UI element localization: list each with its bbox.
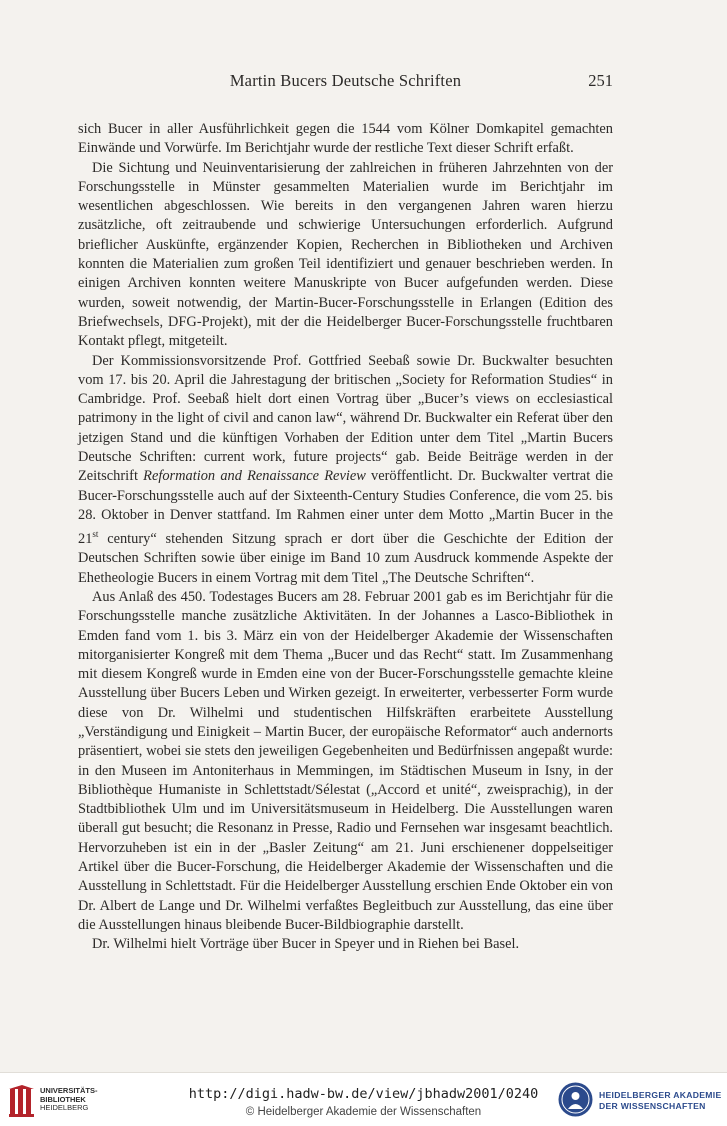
permalink-url[interactable]: http://digi.hadw-bw.de/view/jbhadw2001/0240 (188, 1086, 539, 1102)
paragraph-5: Dr. Wilhelmi hielt Vorträge über Bucer in Speyer und in Riehen bei Basel. (92, 936, 520, 953)
running-title: Martin Bucers Deutsche Schriften (229, 71, 462, 90)
academy-seal-icon (557, 1081, 594, 1118)
journal-title: Reformation and Renaissance Review (143, 468, 366, 485)
paragraph-1: sich Bucer in aller Ausführlichkeit gegen die 1544 vom Kölner Domkapitel gemachten Einwände und Vorwürfe. Im Berichtjahr wurde der restliche Text dieser Schrift erfaßt. (78, 121, 613, 157)
academy-logo-text (599, 1090, 721, 1111)
haw-line-2: DER WISSENSCHAFTEN (599, 1100, 706, 1111)
paragraph-3-text-b: veröffentlicht. Dr. Buckwalter vertrat die Bucer-Forschungsstelle auch auf der Sixteenth-Century Studies Conference, die vom 25. bis 28. Oktober in Denver stattfand. Im Rahmen einer unter dem Motto „Martin Bucer in the 21 (78, 468, 613, 548)
ub-line-1: UNIVERSITÄTS- (40, 1086, 98, 1095)
paragraph-3-text-c: century“ stehenden Sitzung sprach er dort über die Geschichte der Edition der Deutschen Schriften sowie über einige im Band 10 zum Ausdruck kommende Aspekte der Ehetheologie Bucers in einem Vortrag mit dem Titel „The Deutsche Schriften“. (78, 531, 613, 586)
copyright-notice: © Heidelberger Akademie der Wissenschaften (245, 1106, 482, 1118)
digitization-footer (0, 1072, 727, 1126)
paragraph-2: Die Sichtung und Neuinventarisierung der zahlreichen in früheren Jahrzehnten von der Forschungsstelle in Münster gesammelten Materialien wurde im Berichtjahr im wesentlichen abgeschlossen. Wie bereits in den vergangenen Jahren waren hierzu zusätzliche, oft zeitraubende und schwierige Untersuchungen erforderlich. Aufgrund brieflicher Auskünfte, ergänzender Kopien, Recherchen in Bibliotheken und Archiven konnten die Materialien zum großen Teil identifiziert und genauer beschrieben werden. In einigen Archiven konnten weitere Manuskripte von Bucer aufgefunden werden. Diese wurden, soweit notwendig, der Martin-Bucer-Forschungsstelle in Erlangen (Edition des Briefwechsels, DFG-Projekt), mit der die Heidelberger Bucer-Forschungsstelle fruchtbaren Kontakt pflegt, mitgeteilt. (78, 159, 613, 350)
paragraph-3-text-a: Der Kommissionsvorsitzende Prof. Gottfried Seebaß sowie Dr. Buckwalter besuchten vom 17. bis 20. April die Jahrestagung der britischen „Society for Reformation Studies“ in Cambridge. Prof. Seebaß hielt dort einen Vortrag über „Bucer’s views on ecclesiastical patrimony in the light of civil and canon law“, während Dr. Buckwalter ein Referat über den jetzigen Stand und die künftigen Vorhaben der Edition unter dem Titel „Martin Bucers Deutsche Schriften: current work, future projects“ gab. Beide Beiträge werden in der Zeitschrift (78, 352, 613, 485)
ub-line-2: BIBLIOTHEK (40, 1094, 86, 1104)
ordinal-superscript: st (92, 529, 99, 540)
page-number: 251 (588, 71, 613, 90)
haw-line-1: HEIDELBERGER AKADEMIE (599, 1090, 722, 1100)
body-text (78, 120, 613, 955)
running-header (78, 71, 613, 93)
academy-logo[interactable] (557, 1081, 722, 1119)
ub-line-3: HEIDELBERG (40, 1103, 89, 1112)
paragraph-4: Aus Anlaß des 450. Todestages Bucers am 28. Februar 2001 gab es im Berichtjahr für die Forschungsstelle manche zusätzliche Aktivitäten. In der Johannes a Lasco-Bibliothek in Emden fand vom 1. bis 3. März ein von der Heidelberger Akademie der Wissenschaften mitorganisierter Kongreß mit dem Thema „Bucer und das Recht“ statt. Im Zusammenhang mit diesem Kongreß wurde in Emden eine von der Bucer-Forschungsstelle gemachte kleine Ausstellung über Bucers Leben und Wirken gezeigt. In erweiterter, verbesserter Form wurde diese von Dr. Wilhelmi und studentischen Hilfskräften erarbeitete Ausstellung „Verständigung und Einigkeit – Martin Bucer, der europäische Reformator“ auch andernorts präsentiert, wobei sie stets den jeweiligen Gegebenheiten und Bedürfnissen angepaßt wurde: in den Museen im Antoniterhaus in Memmingen, im Städtischen Museum in Isny, in der Bibliothèque Humaniste in Schlettstadt/Sélestat („Accord et unité“, zweisprachig), in der Stadtbibliothek Ulm und im Universitätsmuseum in Heidelberg. Die Ausstellungen waren überall gut besucht; die Resonanz in Presse, Radio und Fernsehen war insgesamt beachtlich. Hervorzuheben ist ein in der „Basler Zeitung“ am 21. Juni erschienener doppelseitiger Artikel über die Bucer-Forschung, die Heidelberger Akademie der Wissenschaften und die Ausstellung in Schlettstadt. Für die Heidelberger Ausstellung erschien Ende Oktober ein von Dr. Albert de Lange und Dr. Wilhelmi verfaßtes Begleitbuch zur Ausstellung, das eine über die Ausstellungen hinaus bleibende Bucer-Bildbiographie darstellt. (78, 588, 613, 933)
paragraph-3 (78, 352, 613, 588)
